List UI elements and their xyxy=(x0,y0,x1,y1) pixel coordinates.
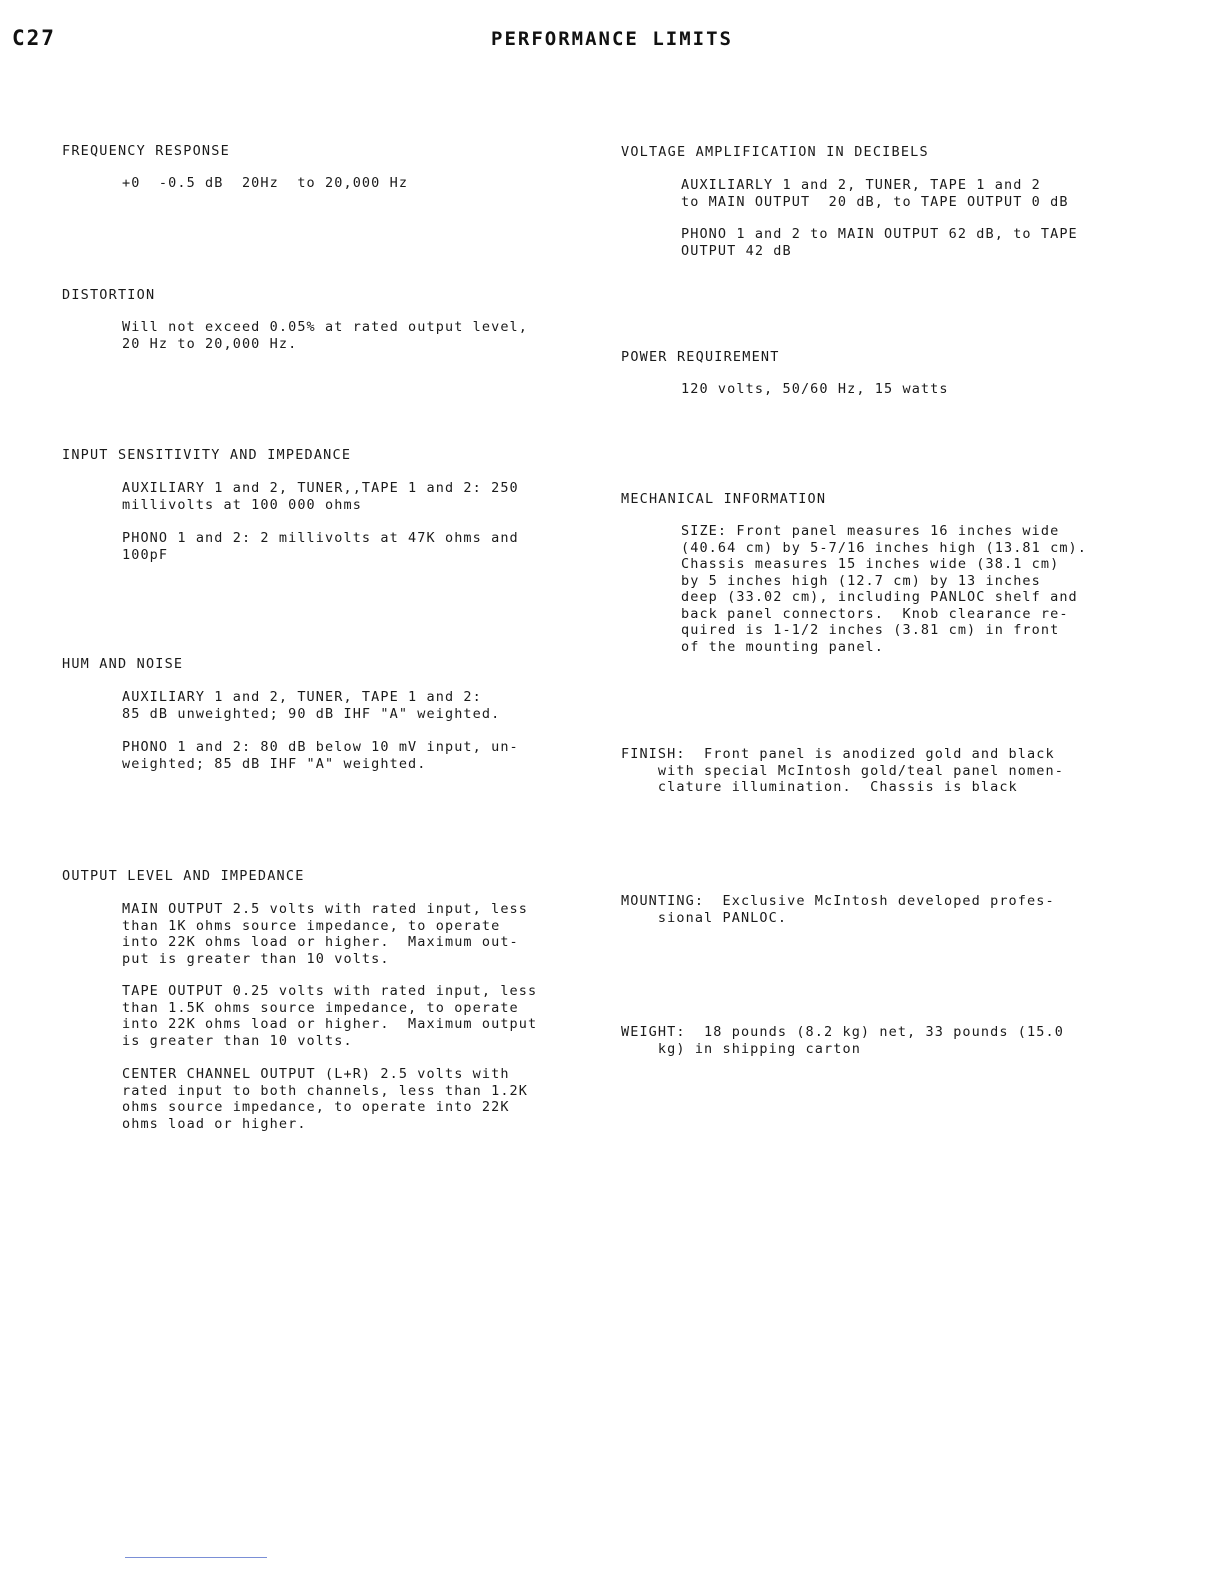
output-level-main: MAIN OUTPUT 2.5 volts with rated input, less than 1K ohms source impedance, to operate into 22K ohms load or higher. Maximum out- put is greater than 10 volts. xyxy=(122,901,529,967)
footer-rule xyxy=(125,1557,267,1558)
output-level-heading: OUTPUT LEVEL AND IMPEDANCE xyxy=(62,868,305,884)
power-requirement-heading: POWER REQUIREMENT xyxy=(621,349,780,365)
distortion-text: Will not exceed 0.05% at rated output level, 20 Hz to 20,000 Hz. xyxy=(122,319,529,352)
frequency-response-text: +0 -0.5 dB 20Hz to 20,000 Hz xyxy=(122,175,409,191)
hum-noise-aux: AUXILIARY 1 and 2, TUNER, TAPE 1 and 2: 85 dB unweighted; 90 dB IHF "A" weighted. xyxy=(122,689,501,722)
finish-text: FINISH: Front panel is anodized gold and black with special McIntosh gold/teal panel nomen- clature illumination. Chassis is black xyxy=(621,746,1064,795)
voltage-amplification-aux: AUXILIARLY 1 and 2, TUNER, TAPE 1 and 2 to MAIN OUTPUT 20 dB, to TAPE OUTPUT 0 dB xyxy=(681,177,1069,210)
voltage-amplification-phono: PHONO 1 and 2 to MAIN OUTPUT 62 dB, to TAPE OUTPUT 42 dB xyxy=(681,226,1078,259)
power-requirement-text: 120 volts, 50/60 Hz, 15 watts xyxy=(681,381,949,397)
input-sensitivity-phono: PHONO 1 and 2: 2 millivolts at 47K ohms and 100pF xyxy=(122,530,519,563)
frequency-response-heading: FREQUENCY RESPONSE xyxy=(62,143,230,159)
mechanical-information-size: SIZE: Front panel measures 16 inches wide (40.64 cm) by 5-7/16 inches high (13.81 cm). Chassis measures 15 inches wide (38.1 cm) by 5 inches high (12.7 cm) by 13 inches deep (33.02 cm), including PANLOC shelf and back panel connectors. Knob clearance re- quired is 1-1/2 inches (3.81 cm) in front of the mounting panel. xyxy=(681,523,1088,655)
model-id: C27 xyxy=(12,26,56,50)
page-title: PERFORMANCE LIMITS xyxy=(491,28,733,50)
output-level-tape: TAPE OUTPUT 0.25 volts with rated input, less than 1.5K ohms source impedance, to operate into 22K ohms load or higher. Maximum output is greater than 10 volts. xyxy=(122,983,538,1049)
mounting-text: MOUNTING: Exclusive McIntosh developed profes- sional PANLOC. xyxy=(621,893,1055,926)
input-sensitivity-heading: INPUT SENSITIVITY AND IMPEDANCE xyxy=(62,447,352,463)
distortion-heading: DISTORTION xyxy=(62,287,156,303)
input-sensitivity-aux: AUXILIARY 1 and 2, TUNER,,TAPE 1 and 2: 250 millivolts at 100 000 ohms xyxy=(122,480,519,513)
hum-noise-heading: HUM AND NOISE xyxy=(62,656,184,672)
mechanical-information-heading: MECHANICAL INFORMATION xyxy=(621,491,827,507)
hum-noise-phono: PHONO 1 and 2: 80 dB below 10 mV input, un- weighted; 85 dB IHF "A" weighted. xyxy=(122,739,519,772)
voltage-amplification-heading: VOLTAGE AMPLIFICATION IN DECIBELS xyxy=(621,144,929,160)
output-level-center: CENTER CHANNEL OUTPUT (L+R) 2.5 volts with rated input to both channels, less than 1.2K ohms source impedance, to operate into 22K ohms load or higher. xyxy=(122,1066,529,1132)
weight-text: WEIGHT: 18 pounds (8.2 kg) net, 33 pounds (15.0 kg) in shipping carton xyxy=(621,1024,1064,1057)
